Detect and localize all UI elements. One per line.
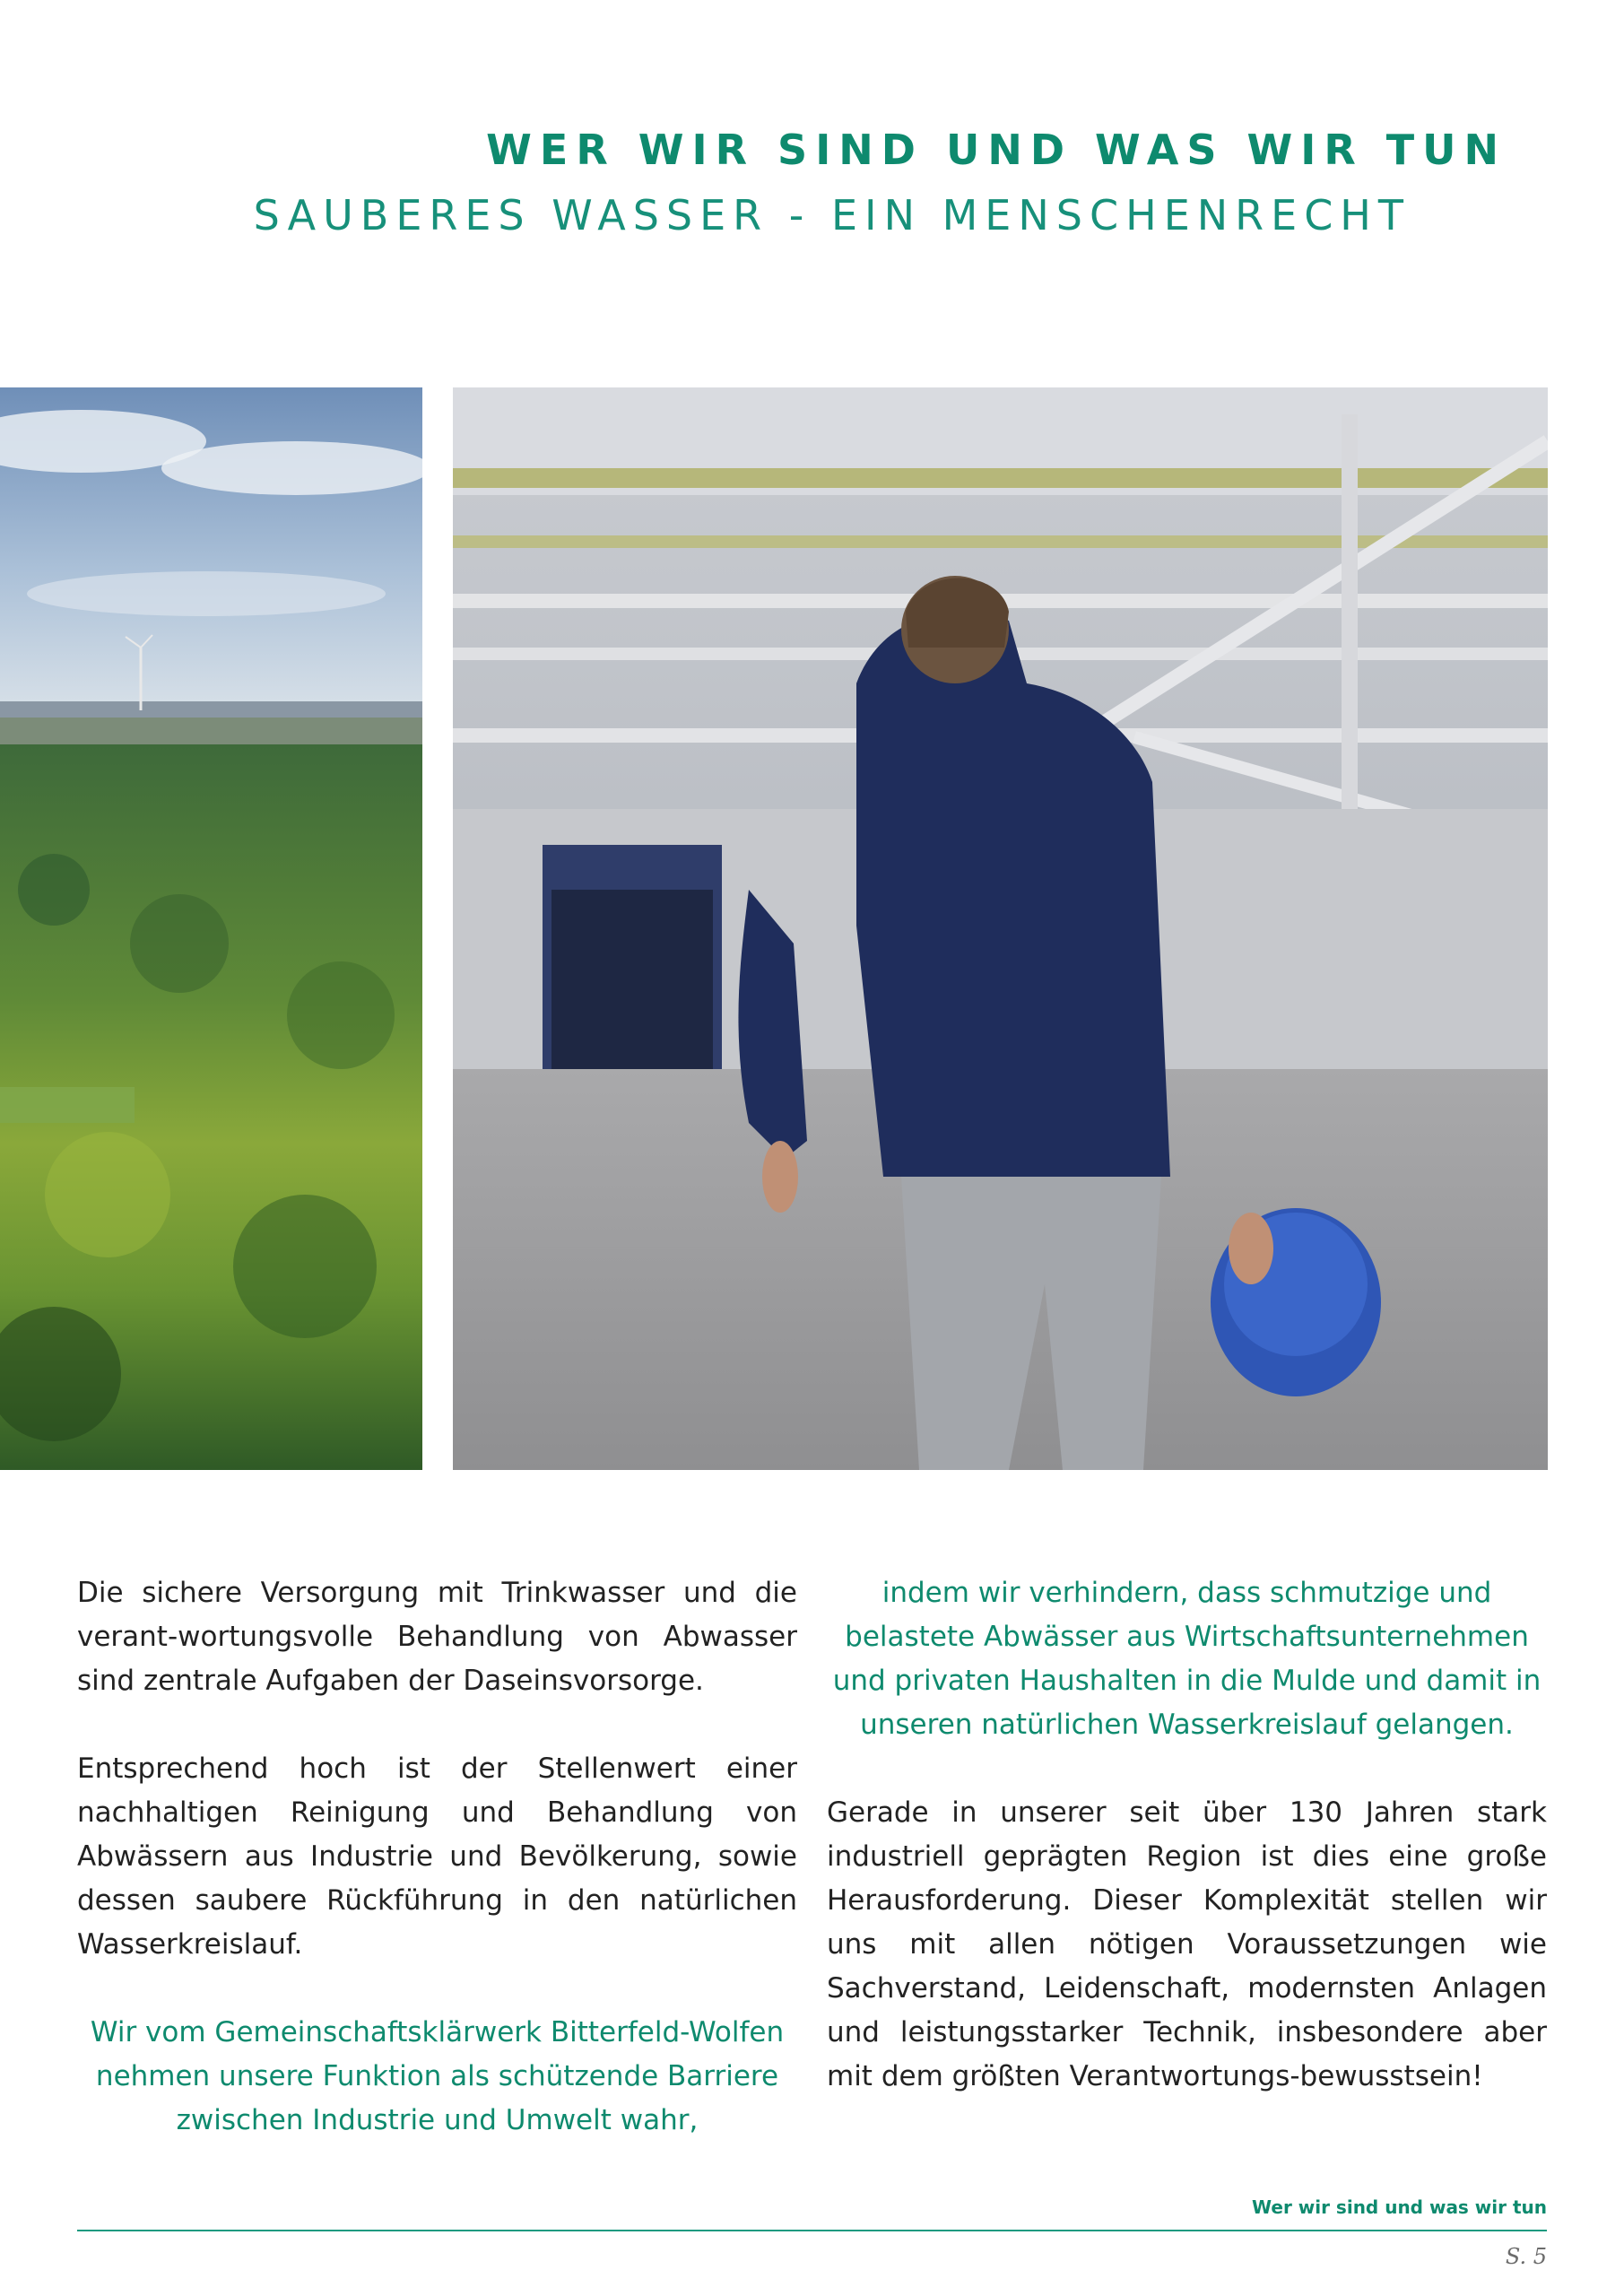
highlight-quote-end: indem wir verhindern, dass schmutzige und belastete Abwässer aus Wirtschaftsunternehmen und privaten Haushalten in die Mulde und damit in unseren natürlichen Wasserkreislauf gelangen. (832, 1577, 1541, 1741)
page-number: S. 5 (1505, 2244, 1547, 2269)
footer-section-label: Wer wir sind und was wir tun (1252, 2196, 1547, 2218)
paragraph-intro: Die sichere Versorgung mit Trinkwasser und die verant-wortungsvolle Behandlung von Abwasser sind zentrale Aufgaben der Daseinsvorsorge. (77, 1577, 797, 1697)
paragraph-significance: Entsprechend hoch ist der Stellenwert einer nachhaltigen Reinigung und Behandlung von Abwässern aus Industrie und Bevölkerung, sowie dessen saubere Rückführung in den natürlichen Wasserkreislauf. (77, 1752, 797, 1961)
paragraph-region: Gerade in unserer seit über 130 Jahren stark industriell geprägten Region ist dies eine große Herausforderung. Dieser Komplexität stellen wir uns mit allen nötigen Voraussetzungen wie Sachverstand, Leidenschaft, modernsten Anlagen und leistungsstarker Technik, insbesondere aber mit dem größten Verantwortungs-bewusstsein! (827, 1796, 1547, 2092)
right-column (827, 1571, 1547, 2099)
page-subtitle: SAUBERES WASSER - EIN MENSCHENRECHT (253, 191, 1411, 239)
left-column (77, 1571, 797, 2143)
page-title: WER WIR SIND UND WAS WIR TUN (486, 126, 1507, 174)
highlight-quote-start: Wir vom Gemeinschaftsklärwerk Bitterfeld-Wolfen nehmen unsere Funktion als schützende Barriere zwischen Industrie und Umwelt wahr, (90, 2016, 785, 2136)
landscape-photo (0, 387, 422, 1470)
footer-divider (77, 2230, 1547, 2231)
worker-photo (453, 387, 1548, 1470)
